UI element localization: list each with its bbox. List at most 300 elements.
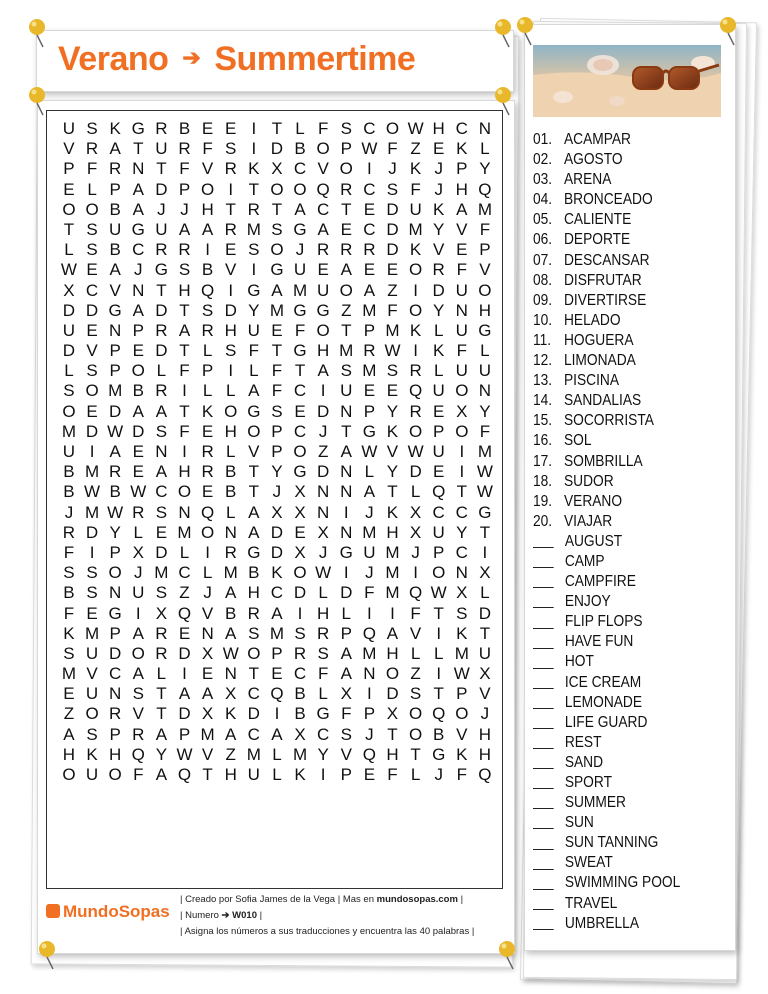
grid-letter[interactable]: D bbox=[270, 542, 284, 562]
grid-letter[interactable]: R bbox=[201, 462, 214, 482]
grid-letter[interactable]: I bbox=[297, 603, 303, 623]
grid-letter[interactable]: V bbox=[456, 724, 468, 744]
grid-letter[interactable]: Q bbox=[432, 704, 446, 724]
grid-letter[interactable]: G bbox=[247, 401, 261, 421]
grid-letter[interactable]: V bbox=[340, 744, 352, 764]
grid-letter[interactable]: L bbox=[433, 320, 444, 340]
grid-letter[interactable]: E bbox=[363, 260, 376, 280]
grid-letter[interactable]: Q bbox=[270, 684, 284, 704]
grid-letter[interactable]: U bbox=[293, 260, 307, 280]
grid-letter[interactable]: P bbox=[109, 542, 121, 562]
grid-letter[interactable]: W bbox=[60, 260, 77, 280]
grid-letter[interactable]: P bbox=[109, 341, 121, 361]
grid-letter[interactable]: M bbox=[84, 462, 100, 482]
grid-letter[interactable]: Q bbox=[177, 765, 192, 784]
grid-letter[interactable]: P bbox=[271, 643, 283, 663]
grid-letter[interactable]: K bbox=[271, 563, 283, 583]
grid-letter[interactable]: O bbox=[455, 704, 469, 724]
grid-letter[interactable]: F bbox=[456, 765, 467, 784]
grid-letter[interactable]: N bbox=[363, 664, 376, 684]
grid-letter[interactable]: V bbox=[109, 280, 121, 300]
grid-letter[interactable]: E bbox=[294, 401, 306, 421]
grid-letter[interactable]: H bbox=[386, 643, 399, 663]
grid-letter[interactable]: D bbox=[270, 522, 284, 542]
grid-letter[interactable]: T bbox=[248, 179, 260, 199]
grid-letter[interactable]: X bbox=[271, 159, 283, 179]
grid-letter[interactable]: J bbox=[434, 179, 443, 199]
grid-letter[interactable]: F bbox=[179, 361, 190, 381]
grid-letter[interactable]: U bbox=[155, 139, 168, 159]
grid-letter[interactable]: T bbox=[341, 199, 352, 219]
grid-letter[interactable]: B bbox=[63, 583, 75, 603]
grid-letter[interactable]: I bbox=[343, 502, 349, 522]
grid-letter[interactable]: M bbox=[246, 744, 261, 764]
grid-letter[interactable]: N bbox=[317, 482, 330, 502]
grid-letter[interactable]: U bbox=[85, 684, 99, 704]
grid-letter[interactable]: E bbox=[201, 482, 214, 502]
grid-letter[interactable]: X bbox=[294, 724, 306, 744]
grid-letter[interactable]: J bbox=[434, 765, 443, 784]
grid-letter[interactable]: X bbox=[340, 684, 352, 704]
grid-letter[interactable]: S bbox=[225, 341, 237, 361]
grid-letter[interactable]: J bbox=[318, 542, 328, 562]
grid-letter[interactable]: D bbox=[85, 522, 99, 542]
grid-letter[interactable]: H bbox=[386, 522, 399, 542]
grid-letter[interactable]: T bbox=[248, 664, 260, 684]
grid-letter[interactable]: F bbox=[248, 341, 260, 361]
grid-letter[interactable]: I bbox=[436, 664, 442, 684]
grid-letter[interactable]: C bbox=[455, 119, 468, 138]
grid-letter[interactable]: W bbox=[84, 482, 101, 502]
grid-letter[interactable]: N bbox=[455, 563, 468, 583]
answer-blank[interactable] bbox=[533, 616, 554, 629]
grid-letter[interactable]: Z bbox=[317, 442, 329, 461]
grid-letter[interactable]: Q bbox=[408, 583, 423, 603]
grid-letter[interactable]: Q bbox=[316, 179, 330, 199]
grid-letter[interactable]: F bbox=[271, 381, 283, 401]
grid-letter[interactable]: I bbox=[320, 381, 326, 401]
grid-letter[interactable]: B bbox=[132, 381, 144, 401]
grid-letter[interactable]: U bbox=[478, 643, 492, 663]
grid-letter[interactable]: P bbox=[178, 179, 191, 199]
grid-letter[interactable]: O bbox=[316, 139, 330, 159]
grid-letter[interactable]: F bbox=[410, 603, 421, 623]
grid-letter[interactable]: R bbox=[409, 361, 422, 381]
grid-letter[interactable]: U bbox=[85, 765, 99, 784]
grid-letter[interactable]: N bbox=[132, 280, 145, 300]
grid-letter[interactable]: B bbox=[294, 139, 306, 159]
grid-letter[interactable]: X bbox=[271, 502, 283, 522]
grid-letter[interactable]: Z bbox=[341, 300, 352, 320]
grid-letter[interactable]: G bbox=[339, 542, 353, 562]
grid-letter[interactable]: K bbox=[456, 139, 468, 159]
grid-letter[interactable]: V bbox=[201, 744, 214, 764]
grid-letter[interactable]: M bbox=[292, 744, 308, 764]
grid-letter[interactable]: L bbox=[480, 583, 490, 603]
grid-letter[interactable]: S bbox=[63, 381, 75, 401]
grid-letter[interactable]: E bbox=[294, 522, 306, 542]
grid-letter[interactable]: C bbox=[317, 199, 330, 219]
grid-letter[interactable]: H bbox=[201, 199, 214, 219]
grid-letter[interactable]: P bbox=[109, 724, 121, 744]
grid-letter[interactable]: O bbox=[408, 704, 423, 724]
grid-letter[interactable]: A bbox=[317, 219, 329, 239]
grid-letter[interactable]: W bbox=[476, 482, 493, 502]
grid-letter[interactable]: V bbox=[225, 260, 237, 280]
grid-letter[interactable]: Q bbox=[200, 280, 215, 300]
grid-letter[interactable]: I bbox=[182, 381, 187, 401]
grid-letter[interactable]: E bbox=[132, 442, 144, 461]
answer-blank[interactable] bbox=[533, 917, 554, 930]
grid-letter[interactable]: D bbox=[178, 704, 191, 724]
grid-letter[interactable]: D bbox=[317, 401, 330, 421]
grid-letter[interactable]: I bbox=[413, 341, 418, 361]
grid-letter[interactable]: C bbox=[247, 684, 260, 704]
grid-letter[interactable]: G bbox=[293, 219, 307, 239]
grid-letter[interactable]: W bbox=[315, 563, 332, 583]
grid-letter[interactable]: E bbox=[86, 260, 98, 280]
grid-letter[interactable]: V bbox=[386, 442, 399, 461]
grid-letter[interactable]: J bbox=[365, 563, 374, 583]
grid-letter[interactable]: E bbox=[155, 522, 168, 542]
grid-letter[interactable]: O bbox=[408, 260, 423, 280]
grid-letter[interactable]: A bbox=[155, 462, 168, 482]
grid-letter[interactable]: Q bbox=[432, 482, 446, 502]
grid-letter[interactable]: C bbox=[455, 502, 468, 522]
grid-letter[interactable]: H bbox=[224, 421, 237, 441]
grid-letter[interactable]: J bbox=[434, 159, 443, 179]
grid-letter[interactable]: F bbox=[387, 300, 398, 320]
grid-letter[interactable]: O bbox=[339, 159, 353, 179]
grid-letter[interactable]: O bbox=[247, 421, 261, 441]
grid-letter[interactable]: E bbox=[271, 664, 283, 684]
grid-letter[interactable]: C bbox=[293, 381, 307, 401]
grid-letter[interactable]: A bbox=[248, 502, 260, 522]
grid-letter[interactable]: W bbox=[476, 462, 493, 482]
grid-letter[interactable]: A bbox=[132, 623, 144, 643]
grid-letter[interactable]: B bbox=[201, 260, 214, 280]
grid-letter[interactable]: F bbox=[63, 603, 75, 623]
grid-letter[interactable]: M bbox=[408, 219, 423, 239]
grid-letter[interactable]: U bbox=[247, 765, 260, 784]
grid-letter[interactable]: E bbox=[317, 260, 329, 280]
grid-letter[interactable]: M bbox=[385, 583, 400, 603]
grid-letter[interactable]: G bbox=[293, 462, 307, 482]
grid-letter[interactable]: A bbox=[178, 320, 191, 340]
grid-letter[interactable]: T bbox=[179, 300, 190, 320]
grid-letter[interactable]: J bbox=[480, 704, 490, 724]
grid-letter[interactable]: A bbox=[456, 199, 468, 219]
grid-letter[interactable]: S bbox=[63, 563, 75, 583]
grid-letter[interactable]: K bbox=[86, 744, 98, 764]
grid-letter[interactable]: W bbox=[407, 119, 424, 138]
grid-letter[interactable]: S bbox=[248, 623, 260, 643]
grid-letter[interactable]: F bbox=[387, 765, 398, 784]
grid-letter[interactable]: P bbox=[271, 421, 283, 441]
grid-letter[interactable]: L bbox=[225, 381, 236, 401]
grid-letter[interactable]: B bbox=[63, 482, 75, 502]
grid-letter[interactable]: S bbox=[86, 724, 98, 744]
grid-letter[interactable]: N bbox=[178, 502, 191, 522]
grid-letter[interactable]: D bbox=[62, 341, 76, 361]
grid-letter[interactable]: A bbox=[340, 260, 352, 280]
grid-letter[interactable]: C bbox=[432, 502, 445, 522]
grid-letter[interactable]: R bbox=[317, 623, 330, 643]
grid-letter[interactable]: C bbox=[363, 219, 376, 239]
grid-letter[interactable]: I bbox=[89, 542, 95, 562]
grid-letter[interactable]: P bbox=[433, 421, 445, 441]
grid-letter[interactable]: K bbox=[409, 240, 422, 260]
grid-letter[interactable]: D bbox=[155, 300, 168, 320]
grid-letter[interactable]: W bbox=[430, 583, 447, 603]
grid-letter[interactable]: Y bbox=[386, 462, 399, 482]
grid-letter[interactable]: R bbox=[317, 240, 330, 260]
grid-letter[interactable]: T bbox=[179, 341, 190, 361]
grid-letter[interactable]: X bbox=[479, 563, 491, 583]
grid-letter[interactable]: T bbox=[248, 462, 260, 482]
grid-letter[interactable]: A bbox=[294, 199, 306, 219]
grid-letter[interactable]: B bbox=[225, 482, 237, 502]
grid-letter[interactable]: P bbox=[201, 361, 214, 381]
grid-letter[interactable]: O bbox=[200, 179, 215, 199]
grid-letter[interactable]: A bbox=[271, 603, 283, 623]
grid-letter[interactable]: R bbox=[432, 260, 445, 280]
grid-letter[interactable]: Q bbox=[131, 744, 145, 764]
grid-letter[interactable]: F bbox=[341, 704, 352, 724]
grid-letter[interactable]: D bbox=[247, 704, 260, 724]
grid-letter[interactable]: R bbox=[178, 240, 191, 260]
grid-letter[interactable]: Y bbox=[317, 744, 329, 764]
grid-letter[interactable]: M bbox=[385, 563, 400, 583]
grid-letter[interactable]: U bbox=[155, 219, 168, 239]
grid-letter[interactable]: N bbox=[224, 664, 237, 684]
grid-letter[interactable]: G bbox=[362, 421, 376, 441]
grid-letter[interactable]: G bbox=[270, 260, 284, 280]
grid-letter[interactable]: Q bbox=[478, 765, 492, 784]
grid-letter[interactable]: H bbox=[317, 603, 330, 623]
grid-letter[interactable]: D bbox=[155, 542, 168, 562]
answer-blank[interactable] bbox=[533, 736, 554, 749]
grid-letter[interactable]: M bbox=[477, 442, 492, 461]
grid-letter[interactable]: I bbox=[228, 280, 234, 300]
grid-letter[interactable]: X bbox=[456, 401, 468, 421]
grid-letter[interactable]: T bbox=[225, 199, 236, 219]
grid-letter[interactable]: U bbox=[478, 361, 492, 381]
grid-letter[interactable]: L bbox=[318, 583, 328, 603]
grid-letter[interactable]: N bbox=[201, 623, 214, 643]
grid-letter[interactable]: O bbox=[247, 643, 261, 663]
grid-letter[interactable]: D bbox=[386, 240, 399, 260]
grid-letter[interactable]: T bbox=[294, 361, 306, 381]
grid-letter[interactable]: A bbox=[109, 442, 121, 461]
grid-letter[interactable]: L bbox=[480, 341, 490, 361]
grid-letter[interactable]: E bbox=[456, 240, 468, 260]
grid-letter[interactable]: R bbox=[109, 704, 122, 724]
grid-letter[interactable]: I bbox=[436, 623, 442, 643]
grid-letter[interactable]: F bbox=[202, 139, 213, 159]
grid-letter[interactable]: E bbox=[132, 462, 144, 482]
grid-letter[interactable]: B bbox=[109, 482, 121, 502]
grid-letter[interactable]: L bbox=[156, 361, 167, 381]
grid-letter[interactable]: G bbox=[432, 744, 446, 764]
grid-letter[interactable]: F bbox=[317, 119, 329, 138]
grid-letter[interactable]: D bbox=[317, 462, 330, 482]
grid-letter[interactable]: W bbox=[361, 442, 378, 461]
grid-letter[interactable]: T bbox=[248, 482, 260, 502]
grid-letter[interactable]: E bbox=[363, 381, 376, 401]
grid-letter[interactable]: D bbox=[178, 643, 191, 663]
grid-letter[interactable]: O bbox=[85, 704, 99, 724]
grid-letter[interactable]: S bbox=[340, 724, 352, 744]
grid-letter[interactable]: P bbox=[271, 442, 283, 461]
grid-letter[interactable]: E bbox=[433, 462, 445, 482]
grid-letter[interactable]: X bbox=[201, 704, 214, 724]
grid-letter[interactable]: L bbox=[295, 119, 305, 138]
grid-letter[interactable]: Z bbox=[410, 664, 421, 684]
grid-letter[interactable]: M bbox=[362, 361, 377, 381]
grid-letter[interactable]: S bbox=[456, 603, 468, 623]
grid-letter[interactable]: W bbox=[222, 643, 239, 663]
grid-letter[interactable]: A bbox=[201, 684, 214, 704]
grid-letter[interactable]: A bbox=[155, 724, 168, 744]
grid-letter[interactable]: A bbox=[132, 664, 144, 684]
grid-letter[interactable]: E bbox=[86, 401, 98, 421]
credits-site-link[interactable]: mundosopas.com bbox=[376, 894, 458, 905]
grid-letter[interactable]: Q bbox=[408, 381, 423, 401]
grid-letter[interactable]: A bbox=[225, 583, 237, 603]
grid-letter[interactable]: I bbox=[367, 684, 372, 704]
grid-letter[interactable]: O bbox=[62, 765, 76, 784]
grid-letter[interactable]: M bbox=[362, 643, 377, 663]
grid-letter[interactable]: A bbox=[178, 219, 191, 239]
grid-letter[interactable]: I bbox=[205, 542, 210, 562]
grid-letter[interactable]: H bbox=[317, 341, 330, 361]
grid-letter[interactable]: A bbox=[271, 280, 283, 300]
grid-letter[interactable]: I bbox=[205, 240, 210, 260]
grid-letter[interactable]: M bbox=[362, 300, 377, 320]
grid-letter[interactable]: V bbox=[479, 260, 491, 280]
grid-letter[interactable]: A bbox=[132, 179, 144, 199]
grid-letter[interactable]: A bbox=[225, 724, 237, 744]
grid-letter[interactable]: L bbox=[410, 765, 421, 784]
grid-letter[interactable]: Z bbox=[179, 583, 190, 603]
grid-letter[interactable]: P bbox=[363, 320, 376, 340]
grid-letter[interactable]: S bbox=[132, 684, 144, 704]
grid-letter[interactable]: E bbox=[178, 623, 191, 643]
grid-letter[interactable]: D bbox=[155, 341, 168, 361]
grid-letter[interactable]: O bbox=[270, 240, 284, 260]
grid-letter[interactable]: C bbox=[247, 724, 260, 744]
grid-letter[interactable]: C bbox=[109, 664, 122, 684]
grid-letter[interactable]: O bbox=[293, 563, 307, 583]
answer-blank[interactable] bbox=[533, 857, 554, 870]
grid-letter[interactable]: Y bbox=[386, 401, 399, 421]
grid-letter[interactable]: L bbox=[433, 361, 444, 381]
grid-letter[interactable]: V bbox=[479, 684, 491, 704]
grid-letter[interactable]: U bbox=[62, 320, 76, 340]
grid-letter[interactable]: D bbox=[386, 684, 399, 704]
grid-letter[interactable]: F bbox=[179, 159, 190, 179]
answer-blank[interactable] bbox=[533, 535, 554, 548]
grid-letter[interactable]: X bbox=[294, 542, 306, 562]
grid-letter[interactable]: A bbox=[248, 522, 260, 542]
grid-letter[interactable]: L bbox=[433, 643, 444, 663]
grid-letter[interactable]: M bbox=[154, 563, 169, 583]
grid-letter[interactable]: Q bbox=[362, 623, 376, 643]
grid-letter[interactable]: L bbox=[318, 684, 328, 704]
grid-letter[interactable]: M bbox=[269, 623, 285, 643]
grid-letter[interactable]: N bbox=[224, 522, 237, 542]
grid-letter[interactable]: O bbox=[177, 482, 192, 502]
grid-letter[interactable]: R bbox=[155, 320, 168, 340]
grid-letter[interactable]: I bbox=[89, 442, 95, 461]
grid-letter[interactable]: B bbox=[63, 462, 75, 482]
grid-letter[interactable]: G bbox=[247, 542, 261, 562]
grid-letter[interactable]: Y bbox=[433, 300, 445, 320]
grid-letter[interactable]: E bbox=[63, 179, 75, 199]
grid-letter[interactable]: L bbox=[87, 179, 97, 199]
grid-letter[interactable]: A bbox=[248, 381, 260, 401]
grid-letter[interactable]: J bbox=[318, 421, 328, 441]
grid-letter[interactable]: L bbox=[156, 664, 167, 684]
grid-letter[interactable]: F bbox=[410, 179, 421, 199]
grid-letter[interactable]: C bbox=[85, 280, 99, 300]
grid-letter[interactable]: J bbox=[295, 240, 305, 260]
answer-blank[interactable] bbox=[533, 716, 554, 729]
answer-blank[interactable] bbox=[533, 636, 554, 649]
grid-letter[interactable]: N bbox=[132, 159, 145, 179]
grid-letter[interactable]: U bbox=[432, 381, 445, 401]
grid-letter[interactable]: D bbox=[386, 219, 399, 239]
grid-letter[interactable]: V bbox=[201, 603, 214, 623]
grid-letter[interactable]: Z bbox=[225, 744, 236, 764]
grid-letter[interactable]: S bbox=[86, 563, 98, 583]
grid-letter[interactable]: B bbox=[294, 704, 306, 724]
grid-letter[interactable]: P bbox=[479, 240, 491, 260]
grid-letter[interactable]: Y bbox=[109, 522, 121, 542]
grid-letter[interactable]: S bbox=[155, 583, 168, 603]
grid-letter[interactable]: S bbox=[340, 361, 352, 381]
grid-letter[interactable]: A bbox=[178, 684, 191, 704]
grid-letter[interactable]: W bbox=[384, 341, 401, 361]
grid-letter[interactable]: U bbox=[455, 280, 468, 300]
grid-letter[interactable]: R bbox=[340, 179, 353, 199]
grid-letter[interactable]: U bbox=[109, 219, 122, 239]
grid-letter[interactable]: G bbox=[293, 300, 307, 320]
grid-letter[interactable]: N bbox=[478, 119, 492, 138]
grid-letter[interactable]: R bbox=[109, 462, 122, 482]
grid-letter[interactable]: K bbox=[456, 744, 468, 764]
answer-blank[interactable] bbox=[533, 837, 554, 850]
grid-letter[interactable]: U bbox=[317, 280, 330, 300]
grid-letter[interactable]: C bbox=[363, 119, 376, 138]
grid-letter[interactable]: K bbox=[386, 421, 399, 441]
grid-letter[interactable]: A bbox=[201, 219, 214, 239]
grid-letter[interactable]: T bbox=[456, 482, 467, 502]
grid-letter[interactable]: Z bbox=[410, 139, 421, 159]
grid-letter[interactable]: I bbox=[413, 280, 418, 300]
grid-letter[interactable]: P bbox=[363, 704, 376, 724]
grid-letter[interactable]: I bbox=[482, 542, 488, 562]
grid-letter[interactable]: Y bbox=[433, 219, 445, 239]
grid-letter[interactable]: T bbox=[341, 421, 352, 441]
grid-letter[interactable]: H bbox=[386, 744, 399, 764]
grid-letter[interactable]: U bbox=[85, 643, 99, 663]
grid-letter[interactable]: L bbox=[410, 482, 421, 502]
grid-letter[interactable]: V bbox=[201, 159, 214, 179]
grid-letter[interactable]: D bbox=[270, 139, 284, 159]
grid-letter[interactable]: V bbox=[456, 219, 468, 239]
